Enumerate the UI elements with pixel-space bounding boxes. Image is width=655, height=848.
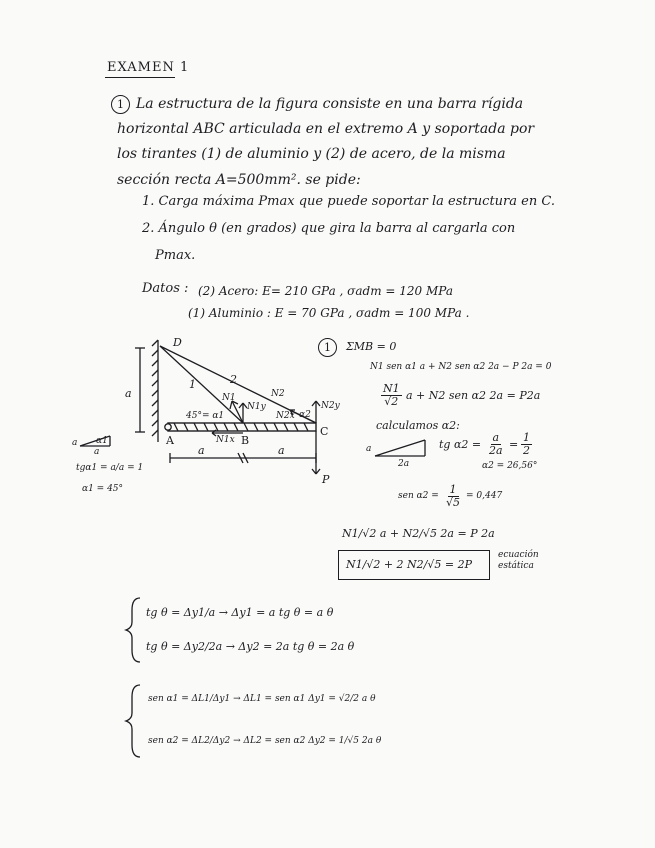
side-note-eq2: α1 = 45° bbox=[82, 484, 124, 494]
label-N1x: N1x bbox=[216, 435, 235, 445]
data-steel: (2) Acero: E= 210 GPa , σadm = 120 MPa bbox=[198, 284, 453, 298]
statement-line-4: sección recta A=500mm². se pide: bbox=[117, 172, 361, 188]
side-note-a-base: a bbox=[94, 447, 100, 457]
label-span-1: a bbox=[198, 444, 205, 457]
side-note-a-vertical: a bbox=[72, 438, 78, 448]
label-bar-1: 1 bbox=[189, 378, 196, 391]
label-bar-2: 2 bbox=[230, 373, 237, 386]
label-B: B bbox=[241, 434, 250, 447]
tg-alpha2-label: tg α2 = bbox=[439, 438, 482, 451]
label-span-2: a bbox=[278, 444, 285, 457]
label-N1y: N1y bbox=[247, 402, 266, 412]
side-note-alpha1: α1 bbox=[96, 436, 108, 446]
alpha2-value: α2 = 26,56° bbox=[482, 461, 538, 471]
label-N2x: N2x bbox=[276, 411, 295, 421]
triangle-side-a: a bbox=[366, 444, 372, 454]
data-header: Datos : bbox=[142, 281, 189, 296]
label-A: A bbox=[166, 434, 174, 447]
statement-line-1: La estructura de la figura consiste en una barra rígida bbox=[136, 96, 524, 112]
geometry-eq-4: sen α2 = ΔL2/Δy2 → ΔL2 = sen α2 Δy2 = 1/√5 2a θ bbox=[148, 736, 382, 746]
exam-title: EXAMEN 1 bbox=[107, 60, 190, 75]
sen-alpha2-label: sen α2 = bbox=[398, 491, 439, 501]
label-C: C bbox=[320, 425, 329, 438]
static-equation-note: ecuación estática bbox=[498, 550, 539, 571]
equilibrium-line: N1 sen α1 a + N2 sen α2 2a − P 2a = 0 bbox=[370, 362, 552, 372]
sen-fraction: $\frac{1}{√5}$ bbox=[446, 483, 461, 509]
label-N2y: N2y bbox=[321, 401, 340, 411]
geometry-eq-2: tg θ = Δy2/2a → Δy2 = 2a tg θ = 2a θ bbox=[146, 640, 355, 653]
geometry-eq-1: tg θ = Δy1/a → Δy1 = a tg θ = a θ bbox=[146, 606, 334, 619]
equilibrium-line-2: a + N2 sen α2 2a = P2a bbox=[406, 389, 541, 402]
tg-half-fraction: $\frac{1}{2}$ bbox=[523, 431, 530, 457]
tg-fraction: $\frac{a}{2a}$ bbox=[489, 431, 503, 457]
problem-number: 1 bbox=[111, 95, 130, 114]
moment-equation: ΣMB = 0 bbox=[346, 340, 397, 353]
sen-alpha2-value: = 0,447 bbox=[466, 491, 503, 501]
task-1: 1. Carga máxima Pmax que puede soportar la estructura en C. bbox=[142, 194, 555, 209]
fraction-N1-sqrt2: $\frac{N1}{√2}$ bbox=[383, 382, 400, 408]
statement-line-3: los tirantes (1) de aluminio y (2) de acero, de la misma bbox=[117, 146, 506, 162]
label-height-a: a bbox=[125, 387, 132, 400]
triangle-side-2a: 2a bbox=[398, 459, 410, 469]
static-equation: N1/√2 + 2 N2/√5 = 2P bbox=[346, 558, 472, 571]
label-D: D bbox=[173, 336, 182, 349]
label-alpha2: α2 bbox=[299, 410, 311, 420]
tg-equals: = bbox=[509, 438, 519, 451]
label-P: P bbox=[322, 473, 330, 486]
label-angle-45: 45°= α1 bbox=[186, 411, 225, 421]
side-note-eq1: tgα1 = a/a = 1 bbox=[76, 463, 144, 473]
data-aluminum: (1) Aluminio : E = 70 GPa , σadm = 100 MPa . bbox=[188, 306, 470, 320]
geometry-eq-3: sen α1 = ΔL1/Δy1 → ΔL1 = sen α1 Δy1 = √2/2 a θ bbox=[148, 694, 376, 704]
task-2: 2. Ángulo θ (en grados) que gira la barra al cargarla con bbox=[142, 221, 516, 236]
label-N1: N1 bbox=[222, 393, 236, 403]
solution-step: 1 bbox=[318, 338, 337, 357]
combined-equation: N1/√2 a + N2/√5 2a = P 2a bbox=[342, 527, 495, 540]
calc-alpha2-header: calculamos α2: bbox=[376, 419, 460, 432]
statement-line-2: horizontal ABC articulada en el extremo A y soportada por bbox=[117, 121, 535, 137]
task-2-cont: Pmax. bbox=[155, 248, 196, 263]
label-N2: N2 bbox=[271, 389, 285, 399]
